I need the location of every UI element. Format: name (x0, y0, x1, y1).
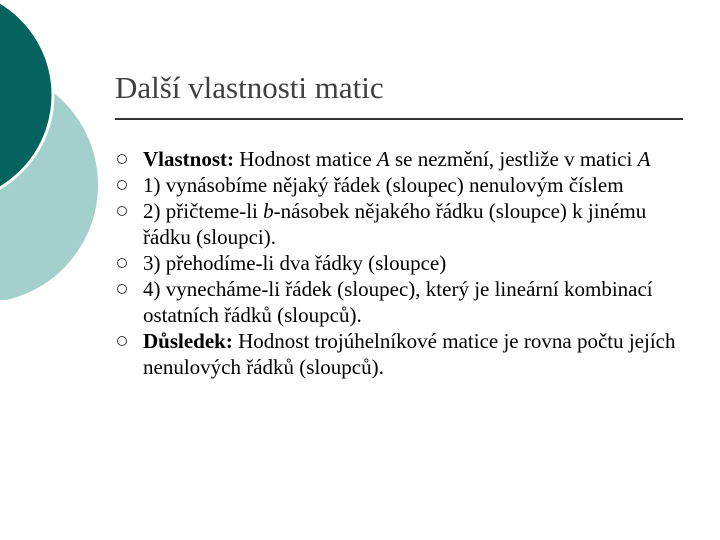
list-item-property (114, 146, 684, 172)
circle-bullet-icon (117, 154, 127, 164)
property-text-1: Hodnost matice (234, 147, 377, 171)
circle-bullet-icon (117, 284, 127, 294)
corollary-text: Hodnost trojúhelníkové matice je rovna počtu jejích nenulových řádků (sloupců). (143, 329, 676, 379)
matrix-variable: A (637, 147, 651, 171)
list-item-rule-1 (114, 172, 684, 198)
list-item-rule-3 (114, 250, 684, 276)
property-text-2: se nezmění, jestliže v matici (389, 147, 638, 171)
matrix-variable: A (376, 147, 390, 171)
rule-1-text: 1) vynásobíme nějaký řádek (sloupec) nenulovým číslem (143, 173, 624, 197)
rule-2-text-1: 2) přičteme-li (143, 199, 264, 223)
circle-bullet-icon (117, 180, 127, 190)
rule-4-text: 4) vynecháme-li řádek (sloupec), který je lineární kombinací ostatních řádků (sloupců). (143, 277, 653, 327)
bullet-list (114, 146, 684, 380)
circle-bullet-icon (117, 206, 127, 216)
slide-title: Další vlastnosti matic (115, 70, 384, 105)
rule-3-text: 3) přehodíme-li dva řádky (sloupce) (143, 251, 447, 275)
list-item-corollary (114, 328, 684, 380)
scalar-variable: b (263, 199, 274, 223)
circle-bullet-icon (117, 258, 127, 268)
corollary-label: Důsledek: (143, 329, 233, 353)
rule-2-text-2: -násobek nějakého řádku (sloupce) k jinému řádku (sloupci). (143, 199, 647, 249)
list-item-rule-2 (114, 198, 684, 250)
list-item-rule-4 (114, 276, 684, 328)
title-divider (115, 118, 683, 120)
circle-bullet-icon (117, 336, 127, 346)
overlapping-circles-decoration (0, 0, 120, 300)
property-label: Vlastnost: (143, 147, 235, 171)
